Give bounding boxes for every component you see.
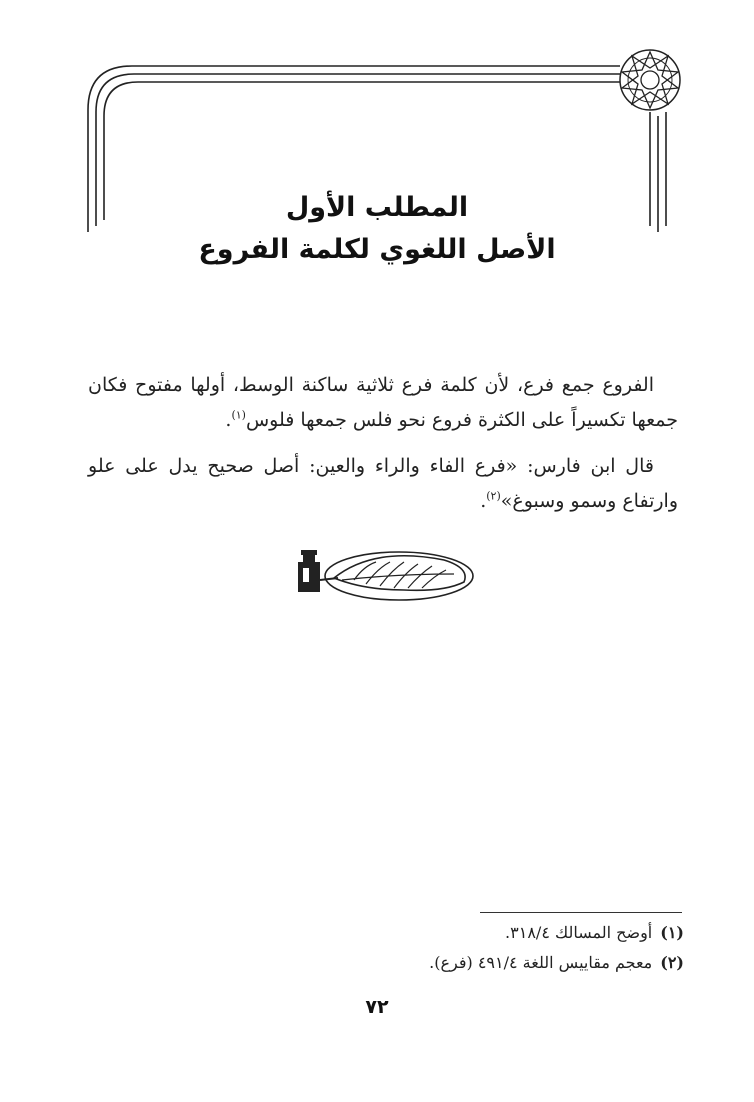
sentence-end: . (480, 490, 487, 512)
page-number: ٧٢ (365, 996, 389, 1018)
footnote-text: معجم مقاييس اللغة ٤٩١/٤ (فرع). (429, 953, 653, 972)
footnote-number: (١) (660, 923, 684, 942)
sentence-end: . (225, 409, 232, 431)
paragraph-text: قال ابن فارس: «فرع الفاء والراء والعين: أصل صحيح يدل على علو وارتفاع وسمو وسبوغ» (88, 455, 678, 512)
body-paragraph-1 (88, 368, 678, 438)
footnote-2 (300, 948, 684, 978)
footnote-1 (300, 918, 684, 948)
paragraph-text: الفروع جمع فرع، لأن كلمة فرع ثلاثية ساكنة الوسط، أولها مفتوح فكان جمعها تكسيراً على الكثرة فروع نحو فلس جمعها فلوس (88, 374, 678, 431)
footnote-separator (480, 912, 682, 913)
quill-inkpot-ornament (294, 540, 474, 606)
footnote-ref: (٢) (486, 489, 501, 503)
footnote-ref: (١) (231, 408, 246, 422)
chapter-title: المطلب الأول (285, 192, 469, 223)
footnote-text: أوضح المسالك ٣١٨/٤. (505, 923, 653, 942)
footnotes (300, 918, 684, 978)
rosette-ornament (620, 50, 680, 110)
footnote-number: (٢) (660, 953, 684, 972)
chapter-subtitle: الأصل اللغوي لكلمة الفروع (198, 234, 556, 265)
body-paragraph-2 (88, 449, 678, 519)
